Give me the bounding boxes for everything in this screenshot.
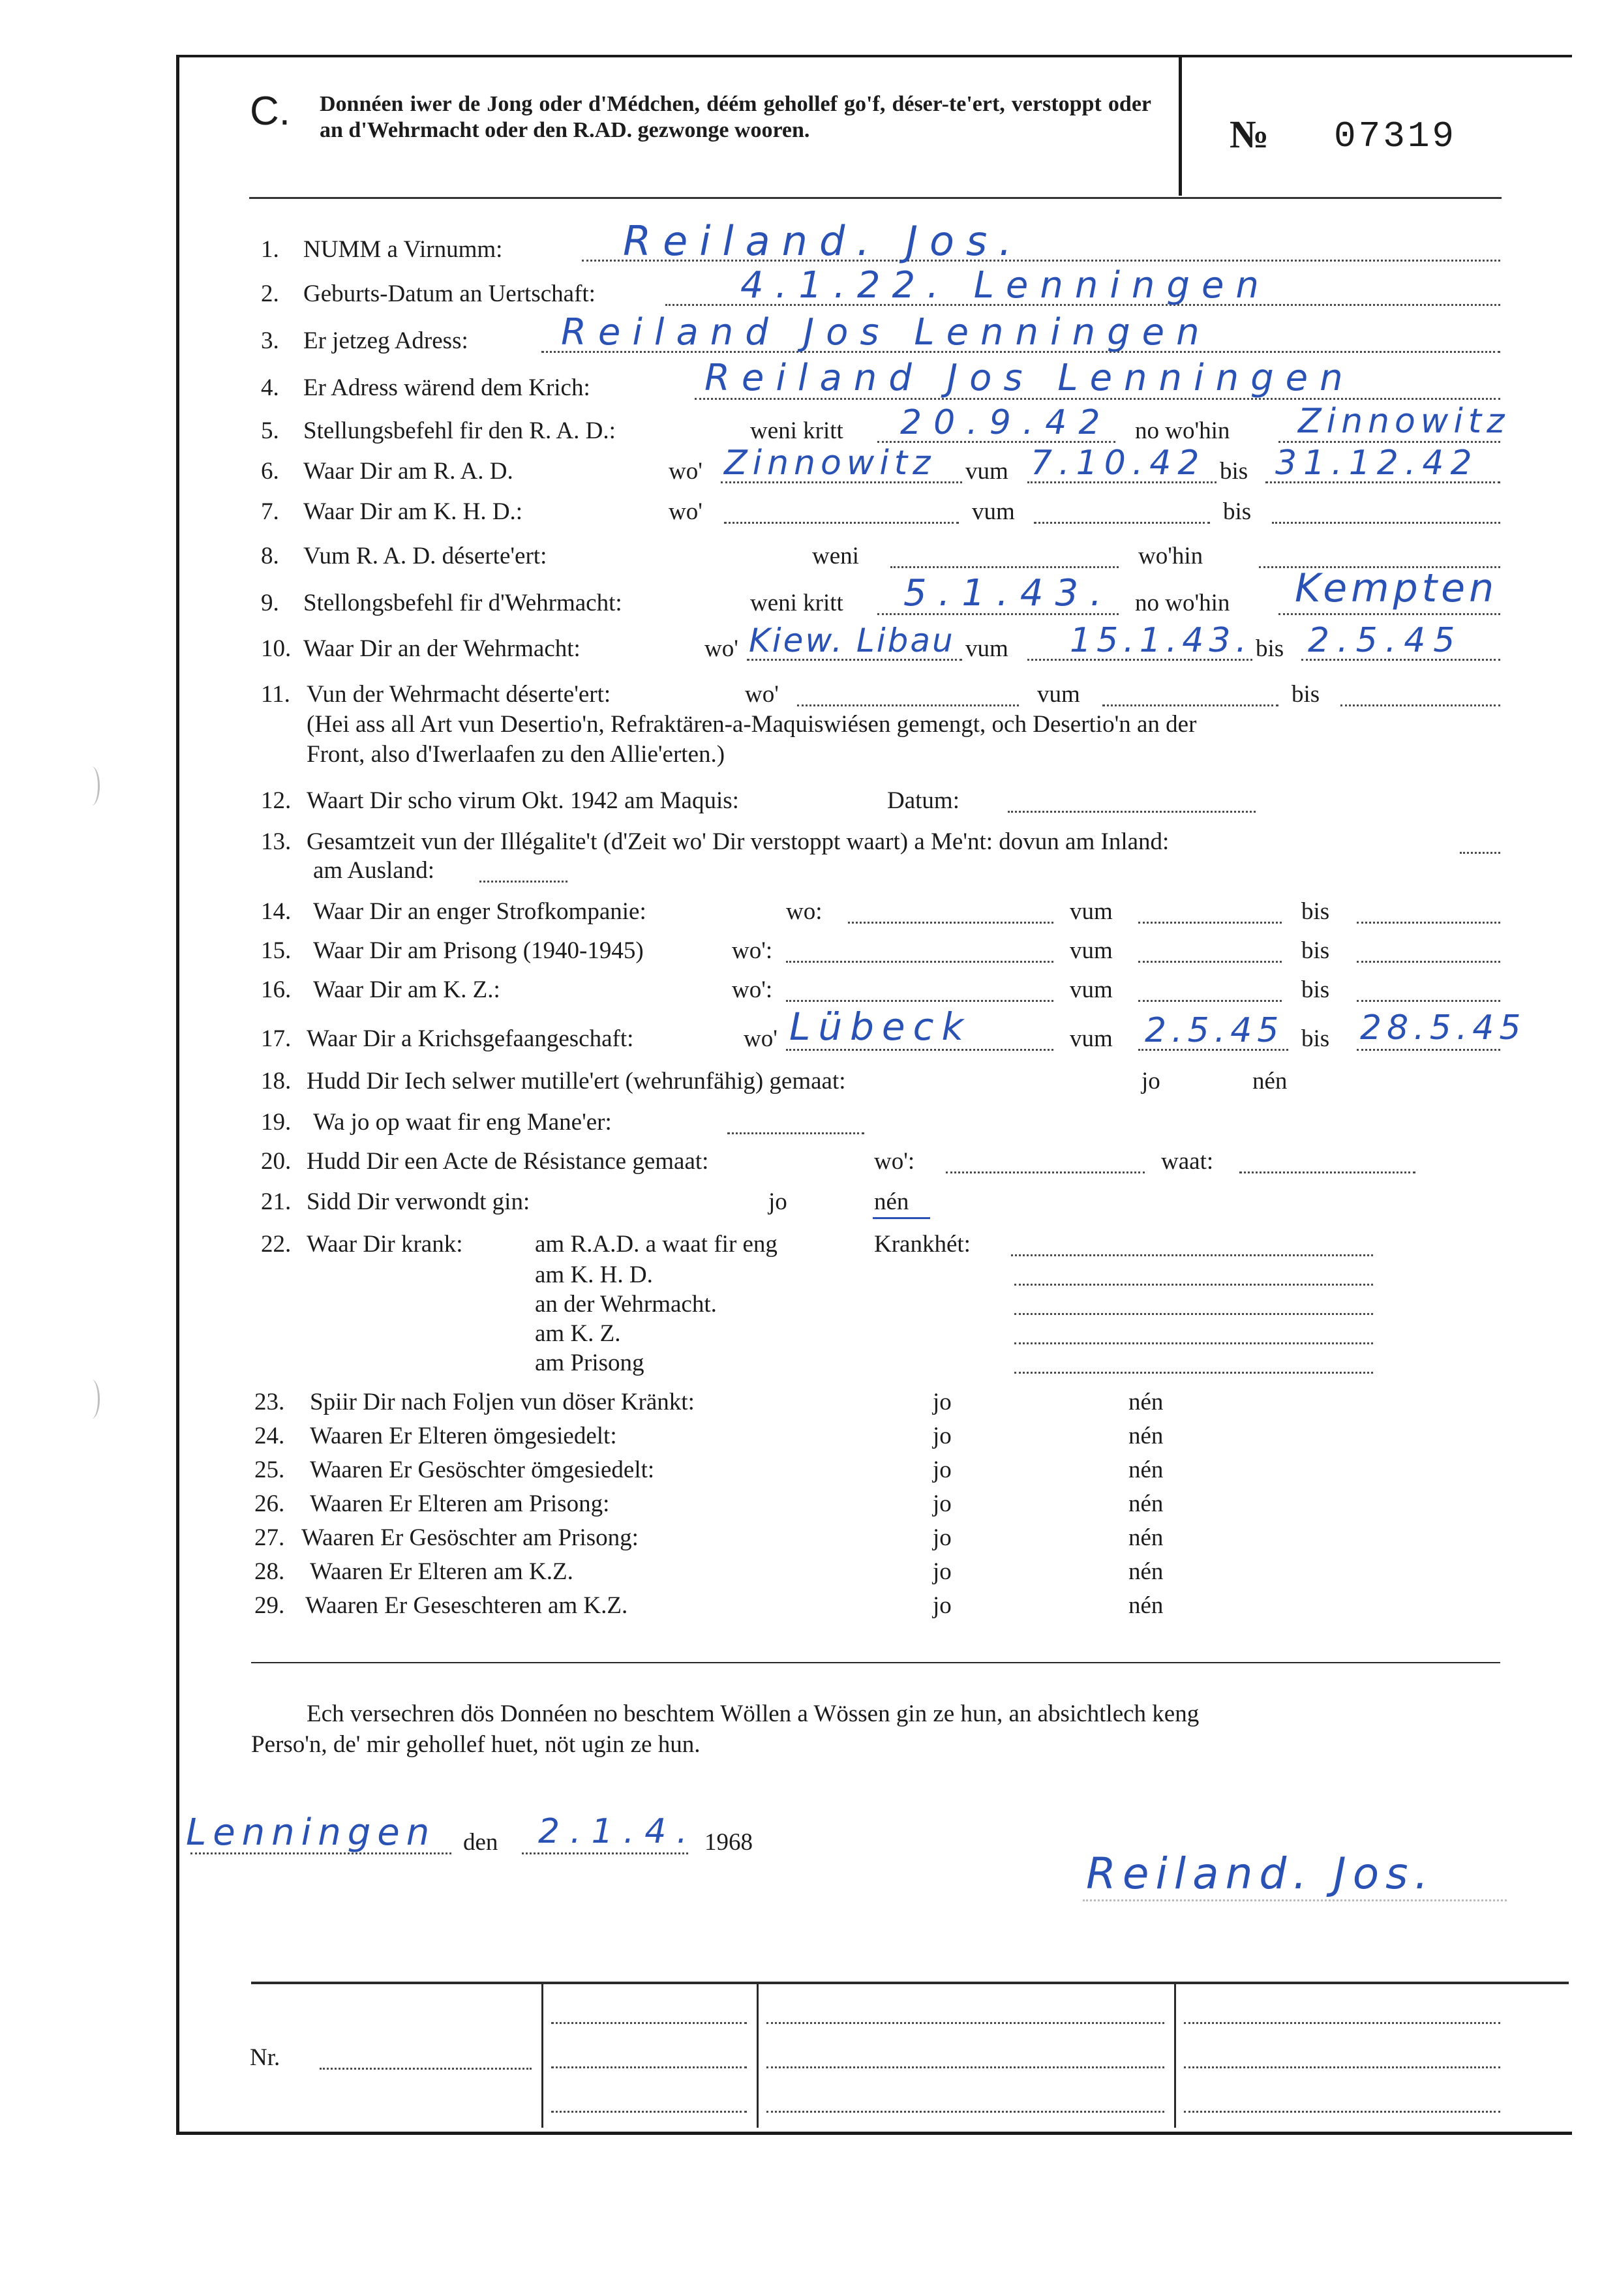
row-number: 26. (254, 1490, 285, 1517)
field-label: Waaren Er Elteren ömgesiedelt: (310, 1423, 617, 1449)
illness-sub-wehrmacht: an der Wehrmacht. (535, 1291, 717, 1318)
field-label: Stellongsbefehl fir d'Wehrmacht: (303, 590, 622, 616)
from-label: vum (965, 635, 1008, 662)
fill-line (786, 1049, 1053, 1051)
field-label: Waar Dir am K. H. D.: (303, 498, 523, 525)
footer-divider-1 (541, 1983, 543, 2128)
field-label: Waart Dir scho virum Okt. 1942 am Maquis: (307, 787, 739, 814)
fill-line (522, 1852, 688, 1854)
section-letter: C. (250, 89, 290, 134)
handwritten-name[interactable]: Reiland. Jos. (623, 217, 1023, 265)
field-label: Wa jo op waat fir eng Mane'er: (313, 1109, 612, 1136)
yes-option[interactable]: jo (933, 1592, 952, 1619)
punch-hole-mark-top (83, 766, 100, 806)
handwritten-wehrmacht-from[interactable]: 15.1.43. (1070, 621, 1252, 660)
field-label: Gesamtzeit vun der Illégalite't (d'Zeit wo' Dir verstoppt waart) a Me'nt: dovun am Inland: (307, 828, 1170, 855)
field-label: Waaren Er Elteren am Prisong: (310, 1490, 610, 1517)
handwritten-address[interactable]: Reiland Jos Lenningen (561, 311, 1211, 354)
yes-option[interactable]: jo (933, 1389, 952, 1415)
fill-line (1278, 441, 1500, 443)
field-label: Spiir Dir nach Foljen vun döser Kränkt: (310, 1389, 695, 1415)
row-number: 20. (261, 1148, 292, 1175)
handwritten-wehrmacht-until[interactable]: 2.5.45 (1308, 621, 1463, 660)
from-label: vum (972, 498, 1015, 525)
where-label: wo' (669, 498, 703, 525)
row-number: 13. (261, 828, 292, 855)
handwritten-wehrmacht-where[interactable]: Kiew. Libau (749, 622, 955, 659)
field-label: Waaren Er Elteren am K.Z. (310, 1558, 573, 1585)
field-label: Waar Dir am K. Z.: (313, 976, 500, 1003)
row-number: 29. (254, 1592, 285, 1619)
row-number: 9. (261, 590, 279, 616)
row-number: 21. (261, 1188, 292, 1215)
field-label: Waaren Er Gesöschter am Prisong: (301, 1524, 639, 1551)
handwritten-rad-until[interactable]: 31.12.42 (1275, 444, 1479, 483)
footer-fill-line (766, 2111, 1164, 2113)
handwritten-wehrmacht-date[interactable]: 5.1.43. (903, 572, 1113, 614)
fill-line (1340, 704, 1500, 706)
from-label: vum (1070, 976, 1113, 1003)
no-option[interactable]: nén (1252, 1068, 1288, 1095)
where-label: wo' (669, 458, 703, 485)
illness-sub-rad: am R.A.D. a waat fir eng (535, 1231, 778, 1258)
printed-year: 1968 (704, 1829, 753, 1856)
fill-line (1014, 1284, 1373, 1286)
desertion-note-line2: Front, also d'Iwerlaafen zu den Allie'erten.) (307, 741, 725, 768)
from-label: vum (1037, 681, 1080, 708)
no-option[interactable]: nén (1128, 1423, 1164, 1449)
date-den-label: den (463, 1829, 498, 1856)
row-number: 28. (254, 1558, 285, 1585)
where-label: wo' (745, 681, 779, 708)
footer-fill-line (551, 2066, 747, 2068)
row-number: 25. (254, 1457, 285, 1483)
fill-line (479, 881, 567, 883)
where-label: wo: (786, 898, 823, 925)
footer-divider-3 (1174, 1983, 1176, 2128)
fill-line (786, 961, 1053, 963)
footer-fill-line (1184, 2066, 1500, 2068)
fill-line (1138, 922, 1282, 924)
fill-line (1014, 1342, 1373, 1344)
no-option[interactable]: nén (1128, 1558, 1164, 1585)
field-label: NUMM a Virnumm: (303, 236, 503, 263)
where-label: wo' (744, 1025, 778, 1052)
desertion-note-line1: (Hei ass all Art vun Desertio'n, Refraktären-a-Maquiswiésen gemengt, och Desertio'n an der (307, 711, 1197, 738)
form-number: 07319 (1334, 115, 1457, 157)
row-number: 15. (261, 937, 292, 964)
row-number: 12. (261, 787, 292, 814)
declaration-line1: Ech versechren dös Donnéen no beschtem Wöllen a Wössen gin ze hun, an absichtlech keng (307, 1700, 1200, 1727)
footer-fill-line (1184, 2022, 1500, 2024)
until-label: bis (1301, 937, 1330, 964)
footer-fill-line (551, 2022, 747, 2024)
row-number: 4. (261, 374, 279, 401)
row-number: 19. (261, 1109, 292, 1136)
no-option[interactable]: nén (874, 1188, 909, 1215)
field-label: Waaren Er Gesöschter ömgesiedelt: (310, 1457, 655, 1483)
field-label: Sidd Dir verwondt gin: (307, 1188, 530, 1215)
field-label: Vum R. A. D. déserte'ert: (303, 543, 547, 569)
row-number: 10. (261, 635, 292, 662)
illness-sub-khd: am K. H. D. (535, 1261, 653, 1288)
field-label: Vun der Wehrmacht déserte'ert: (307, 681, 611, 708)
field-label: Hudd Dir een Acte de Résistance gemaat: (307, 1148, 709, 1175)
fill-line (724, 522, 959, 524)
row-number: 27. (254, 1524, 285, 1551)
handwritten-war-address[interactable]: Reiland Jos Lenningen (704, 357, 1355, 399)
declaration-line2: Perso'n, de' mir gehollef huet, nöt ugin ze hun. (251, 1731, 701, 1758)
nr-label: Nr. (250, 2044, 280, 2071)
row-number: 6. (261, 458, 279, 485)
number-symbol: № (1230, 113, 1269, 156)
handwritten-pow-from[interactable]: 2.5.45 (1145, 1011, 1284, 1050)
row-number: 17. (261, 1025, 292, 1052)
field-label: Geburts-Datum an Uertschaft: (303, 280, 596, 307)
yes-option[interactable]: jo (933, 1524, 952, 1551)
when-label: weni kritt (750, 590, 843, 616)
handwritten-rad-from[interactable]: 7.10.42 (1031, 444, 1206, 483)
fill-line (786, 1000, 1053, 1002)
fill-line (190, 1852, 451, 1854)
handwritten-birth[interactable]: 4.1.22. Lenningen (740, 264, 1271, 307)
yes-option[interactable]: jo (933, 1457, 952, 1483)
section-title: Donnéen iwer de Jong oder d'Médchen, déém gehollef go'f, déser-te'ert, verstoppt oder an d'Wehrmacht oder den R.AD. gezwonge wooren. (320, 92, 1151, 142)
yes-option[interactable]: jo (1141, 1068, 1160, 1095)
footer-fill-line (1184, 2111, 1500, 2113)
yes-option[interactable]: jo (933, 1558, 952, 1585)
row-number: 7. (261, 498, 279, 525)
fill-line (1008, 811, 1256, 813)
handwritten-place[interactable]: Lenningen (186, 1811, 436, 1854)
row-number: 16. (261, 976, 292, 1003)
row-number: 1. (261, 236, 279, 263)
fill-line (727, 1132, 864, 1134)
field-label: Waar Dir an der Wehrmacht: (303, 635, 581, 662)
until-label: bis (1292, 681, 1320, 708)
field-label: Hudd Dir Iech selwer mutille'ert (wehrunfähig) gemaat: (307, 1068, 846, 1095)
row-number: 14. (261, 898, 292, 925)
yes-option[interactable]: jo (933, 1490, 952, 1517)
row-number: 3. (261, 327, 279, 354)
when-label: weni kritt (750, 417, 843, 444)
footer-fill-line (766, 2022, 1164, 2024)
from-label: vum (1070, 937, 1113, 964)
no-option[interactable]: nén (1128, 1389, 1164, 1415)
row-number: 11. (261, 681, 290, 708)
fill-line (1138, 1000, 1282, 1002)
until-label: bis (1301, 898, 1330, 925)
fill-line (1014, 1372, 1373, 1374)
footer-divider-2 (757, 1983, 759, 2128)
fill-line (1239, 1171, 1415, 1173)
fill-line (1138, 961, 1282, 963)
abroad-label: am Ausland: (313, 857, 435, 884)
fill-line (946, 1171, 1145, 1173)
handwritten-signature: Reiland. Jos. (1086, 1849, 1435, 1899)
no-selected-underline (873, 1217, 930, 1219)
field-label: Er Adress wärend dem Krich: (303, 374, 590, 401)
field-label: Er jetzeg Adress: (303, 327, 468, 354)
yes-option[interactable]: jo (768, 1188, 787, 1215)
fill-line (1357, 922, 1500, 924)
fill-line (1357, 961, 1500, 963)
punch-hole-mark-bottom (83, 1380, 100, 1419)
fill-line (1357, 1049, 1500, 1051)
field-label: Waar Dir krank: (307, 1231, 463, 1258)
handwritten-rad-place[interactable]: Zinnowitz (1298, 402, 1510, 441)
row-number: 5. (261, 417, 279, 444)
row-number: 24. (254, 1423, 285, 1449)
no-option[interactable]: nén (1128, 1592, 1164, 1619)
header-rule (249, 197, 1502, 199)
field-label: Waar Dir an enger Strofkompanie: (313, 898, 646, 925)
field-label: Waar Dir a Krichsgefaangeschaft: (307, 1025, 634, 1052)
field-label: Stellungsbefehl fir den R. A. D.: (303, 417, 616, 444)
handwritten-rad-date[interactable]: 20.9.42 (900, 403, 1112, 442)
header-divider (1179, 57, 1182, 196)
footer-top-rule (251, 1982, 1569, 1984)
where-label: wo'hin (1138, 543, 1203, 569)
fill-line (797, 704, 1019, 706)
handwritten-date[interactable]: 2.1.4. (538, 1812, 698, 1851)
fill-line (1102, 704, 1278, 706)
handwritten-pow-where[interactable]: Lübeck (789, 1004, 972, 1049)
until-label: bis (1256, 635, 1284, 662)
field-label: Waar Dir am R. A. D. (303, 458, 513, 485)
no-option[interactable]: nén (1128, 1457, 1164, 1483)
section-rule (251, 1662, 1500, 1663)
fill-line (848, 922, 1053, 924)
until-label: bis (1301, 1025, 1330, 1052)
field-label: Waar Dir am Prisong (1940-1945) (313, 937, 644, 964)
fill-line (1460, 852, 1500, 854)
row-number: 23. (254, 1389, 285, 1415)
from-label: vum (1070, 898, 1113, 925)
illness-label: Krankhét: (874, 1231, 971, 1258)
fill-line (1014, 1313, 1373, 1315)
footer-fill-line (551, 2111, 747, 2113)
fill-line (1357, 1000, 1500, 1002)
handwritten-pow-until[interactable]: 28.5.45 (1360, 1008, 1526, 1048)
where-label: wo': (732, 937, 773, 964)
until-label: bis (1220, 458, 1248, 485)
footer-fill-line (766, 2066, 1164, 2068)
signature-line (1083, 1899, 1507, 1901)
nr-fill-line (320, 2068, 532, 2070)
until-label: bis (1223, 498, 1252, 525)
where-label: wo': (732, 976, 773, 1003)
handwritten-wehrmacht-place[interactable]: Kempten (1295, 566, 1498, 611)
where-label: no wo'hin (1135, 417, 1230, 444)
illness-sub-prison: am Prisong (535, 1350, 644, 1376)
no-option[interactable]: nén (1128, 1490, 1164, 1517)
where-label: wo' (704, 635, 738, 662)
fill-line (1011, 1254, 1373, 1256)
no-option[interactable]: nén (1128, 1524, 1164, 1551)
row-number: 2. (261, 280, 279, 307)
fill-line (890, 566, 1119, 568)
until-label: bis (1301, 976, 1330, 1003)
fill-line (1272, 522, 1500, 524)
fill-line (1034, 522, 1210, 524)
row-number: 18. (261, 1068, 292, 1095)
date-label: Datum: (887, 787, 960, 814)
row-number: 22. (261, 1231, 292, 1258)
row-number: 8. (261, 543, 279, 569)
where-label: wo': (874, 1148, 915, 1175)
where-label: no wo'hin (1135, 590, 1230, 616)
field-label: Waaren Er Geseschteren am K.Z. (305, 1592, 628, 1619)
illness-sub-kz: am K. Z. (535, 1320, 621, 1347)
from-label: vum (1070, 1025, 1113, 1052)
when-label: weni (812, 543, 859, 569)
handwritten-rad-where[interactable]: Zinnowitz (724, 444, 936, 483)
fill-line (1278, 613, 1500, 615)
yes-option[interactable]: jo (933, 1423, 952, 1449)
from-label: vum (965, 458, 1008, 485)
what-label: waat: (1161, 1148, 1214, 1175)
